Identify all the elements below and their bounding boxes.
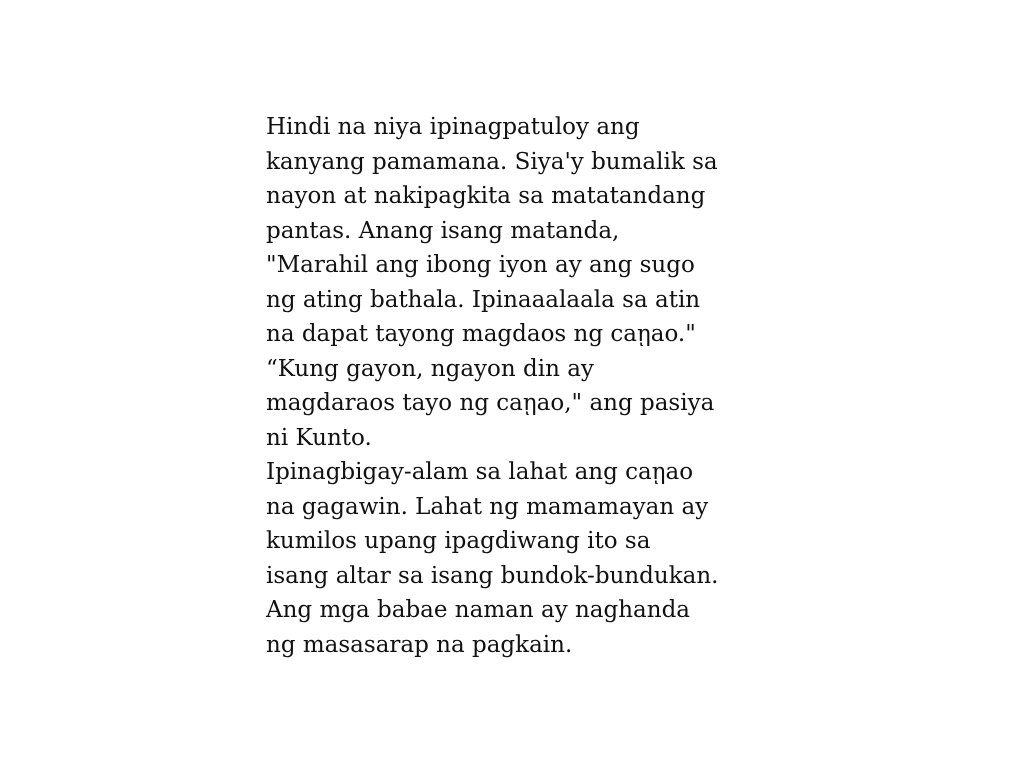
text-line: nayon at nakipagkita sa matatandang (266, 183, 706, 209)
text-line: “Kung gayon, ngayon din ay (266, 355, 594, 382)
text-line: Ang mga babae naman ay naghanda (266, 597, 691, 623)
text-line: kumilos upang ipagdiwang ito sa (266, 528, 651, 554)
text-line: Hindi na niya ipinagpatuloy ang (266, 114, 640, 140)
text-line: ng masasarap na pagkain. (266, 631, 573, 658)
story-text (266, 110, 786, 662)
text-line: Ipinagbigay-alam sa lahat ang caῃao (266, 459, 694, 485)
text-line: na dapat tayong magdaos ng caῃao." (266, 321, 696, 347)
text-line: ni Kunto. (266, 424, 372, 451)
text-line: kanyang pamamana. Siya'y bumalik sa (266, 148, 718, 175)
text-line: isang altar sa isang bundok-bundukan. (266, 562, 719, 589)
text-line: magdaraos tayo ng caῃao," ang pasiya (266, 390, 715, 416)
text-line: pantas. Anang isang matanda, (266, 217, 620, 244)
text-line: na gagawin. Lahat ng mamamayan ay (266, 493, 709, 520)
text-line: ng ating bathala. Ipinaaalaala sa atin (266, 286, 701, 313)
text-line: "Marahil ang ibong iyon ay ang sugo (266, 252, 695, 278)
